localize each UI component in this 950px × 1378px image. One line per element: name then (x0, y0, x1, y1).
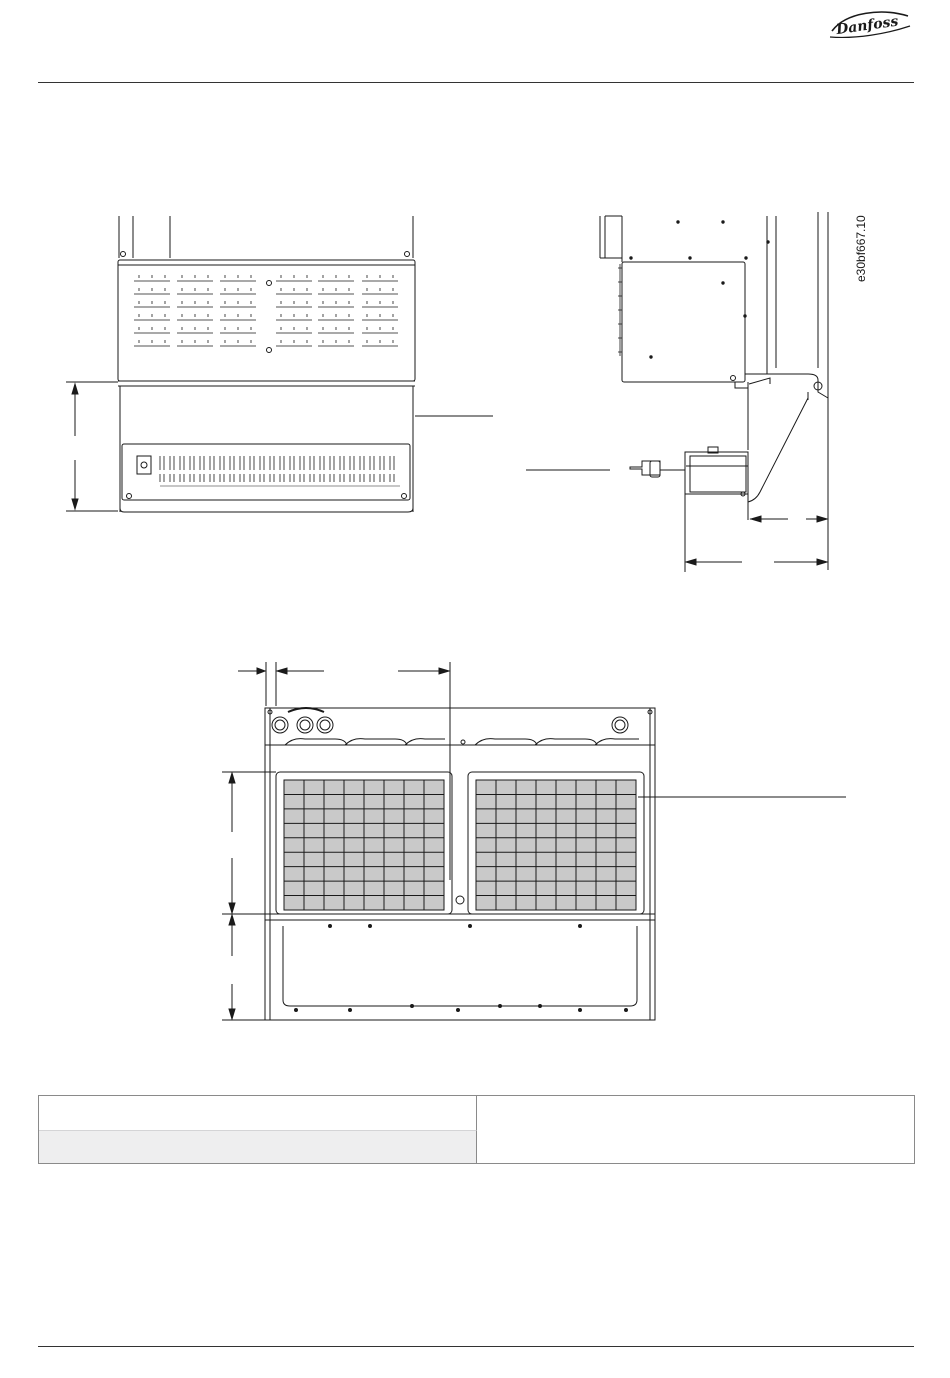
svg-text:Danfoss: Danfoss (835, 13, 900, 39)
table-cell-shaded (39, 1130, 477, 1163)
side-view (526, 212, 828, 572)
table-cell (477, 1096, 914, 1163)
caption-table (38, 1095, 915, 1164)
bottom-view (222, 662, 846, 1020)
table-cell (39, 1096, 477, 1130)
front-view (66, 216, 493, 512)
footer-rule (38, 1346, 914, 1347)
drawing-code-text: e30bf667.10 (854, 215, 868, 282)
